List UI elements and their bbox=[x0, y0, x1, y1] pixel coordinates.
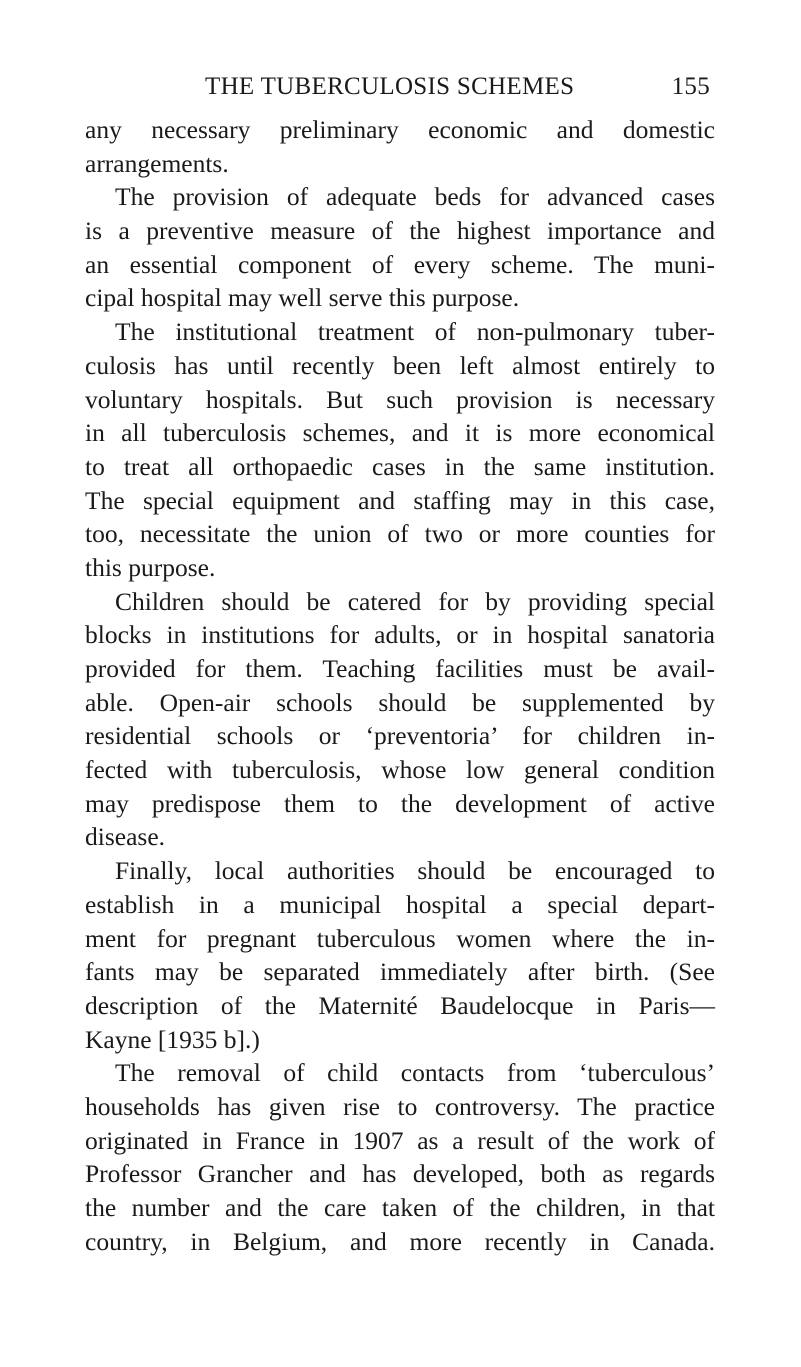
text-line: culosis has until recently been left almost entirely to bbox=[85, 350, 715, 380]
text-line: disease. bbox=[85, 822, 166, 852]
text-line: is a preventive measure of the highest importance and bbox=[85, 216, 715, 246]
text-line: an essential component of every scheme. The muni- bbox=[85, 249, 715, 279]
text-line: the number and the care taken of the children, in that bbox=[85, 1193, 715, 1222]
text-line: in all tuberculosis schemes, and it is more economical bbox=[85, 418, 715, 448]
text-line: may predispose them to the development of active bbox=[85, 788, 715, 818]
page-header bbox=[85, 73, 710, 107]
text-line: country, in Belgium, and more recently in Canada. bbox=[85, 1226, 715, 1256]
text-line: The institutional treatment of non-pulmonary tuber- bbox=[115, 317, 715, 347]
text-line: residential schools or ‘preventoria’ for children in- bbox=[85, 721, 715, 751]
text-line: voluntary hospitals. But such provision is necessary bbox=[85, 384, 715, 414]
text-line: any necessary preliminary economic and domestic bbox=[85, 115, 715, 144]
text-line: too, necessitate the union of two or more counties for bbox=[85, 519, 715, 549]
text-line: able. Open-air schools should be supplemented by bbox=[85, 687, 715, 717]
text-line: households has given rise to controversy. The practice bbox=[85, 1091, 715, 1121]
text-line: The provision of adequate beds for advanced cases bbox=[115, 182, 715, 212]
body-text bbox=[85, 113, 715, 1258]
text-line: originated in France in 1907 as a result of the work of bbox=[85, 1125, 715, 1155]
text-line: cipal hospital may well serve this purpose. bbox=[85, 283, 520, 313]
text-line: provided for them. Teaching facilities must be avail- bbox=[85, 654, 715, 683]
text-line: Kayne [1935 b].) bbox=[85, 1024, 260, 1054]
text-line: description of the Maternité Baudelocque in Paris— bbox=[85, 990, 715, 1020]
text-line: fants may be separated immediately after birth. (See bbox=[85, 957, 715, 987]
text-line: arrangements. bbox=[85, 148, 229, 178]
text-line: The special equipment and staffing may in this case, bbox=[85, 485, 715, 515]
text-line: ment for pregnant tuberculous women where the in- bbox=[85, 923, 715, 953]
text-line: Children should be catered for by providing special bbox=[115, 586, 715, 616]
text-line: Finally, local authorities should be encouraged to bbox=[115, 856, 715, 886]
text-line: this purpose. bbox=[85, 552, 216, 582]
text-line: blocks in institutions for adults, or in hospital sanatoria bbox=[85, 620, 715, 650]
running-head: THE TUBERCULOSIS SCHEMES bbox=[205, 73, 575, 100]
text-line: to treat all orthopaedic cases in the same institution. bbox=[85, 451, 715, 481]
text-line: establish in a municipal hospital a special depart- bbox=[85, 889, 715, 919]
text-line: The removal of child contacts from ‘tuberculous’ bbox=[115, 1058, 715, 1088]
page-number: 155 bbox=[671, 73, 710, 100]
text-line: Professor Grancher and has developed, both as regards bbox=[85, 1159, 715, 1189]
text-line: fected with tuberculosis, whose low general condition bbox=[85, 755, 715, 785]
